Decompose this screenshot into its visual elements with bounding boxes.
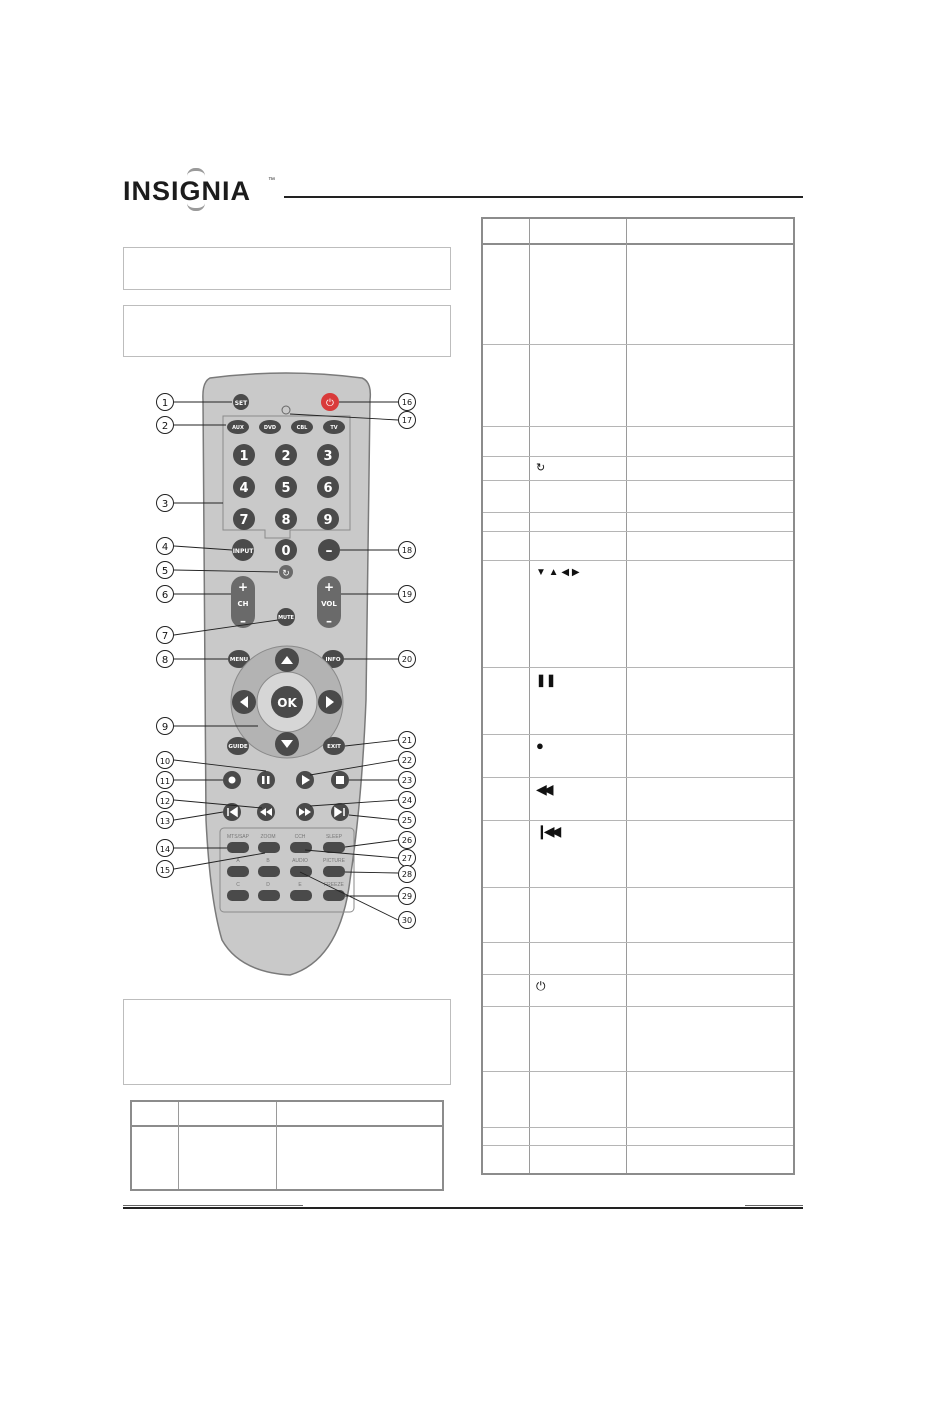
footer-mark-left xyxy=(123,1205,303,1206)
footer-rule xyxy=(123,1207,803,1209)
svg-text:18: 18 xyxy=(401,546,413,555)
svg-text:D: D xyxy=(266,882,270,888)
svg-text:A: A xyxy=(236,858,240,864)
skip-back-icon: ❙◀◀ xyxy=(536,823,558,839)
svg-text:1: 1 xyxy=(161,398,169,409)
svg-text:–: – xyxy=(326,614,332,628)
svg-text:B: B xyxy=(266,858,270,864)
svg-text:10: 10 xyxy=(159,757,171,766)
brand-trademark: ™ xyxy=(268,177,275,184)
svg-text:13: 13 xyxy=(159,817,171,826)
svg-text:FREEZE: FREEZE xyxy=(324,882,344,888)
digit-8: 8 xyxy=(281,513,291,528)
set-button-label: SET xyxy=(234,400,248,407)
guide-label: GUIDE xyxy=(228,744,248,750)
mute-label: MUTE xyxy=(278,615,294,621)
svg-text:23: 23 xyxy=(401,776,413,785)
svg-text:12: 12 xyxy=(159,797,171,806)
callouts-right xyxy=(399,394,416,929)
digit-6: 6 xyxy=(323,481,333,496)
exit-label: EXIT xyxy=(327,744,341,750)
svg-text:PICTURE: PICTURE xyxy=(323,858,345,864)
input-label: INPUT xyxy=(232,548,254,555)
small-table xyxy=(130,1100,444,1191)
info-label: INFO xyxy=(325,657,341,663)
svg-text:E: E xyxy=(298,882,302,888)
digit-3: 3 xyxy=(323,449,333,464)
svg-text:+: + xyxy=(323,580,335,594)
svg-text:8: 8 xyxy=(161,655,169,666)
digit-7: 7 xyxy=(239,513,249,528)
svg-text:21: 21 xyxy=(401,736,413,745)
dvd-label: DVD xyxy=(263,425,277,431)
svg-text:4: 4 xyxy=(161,542,169,553)
svg-text:15: 15 xyxy=(159,866,171,875)
svg-text:14: 14 xyxy=(159,845,171,854)
svg-text:27: 27 xyxy=(401,854,413,863)
digit-1: 1 xyxy=(239,449,249,464)
aux-label: AUX xyxy=(232,425,244,431)
ok-label: OK xyxy=(277,696,297,710)
cbl-label: CBL xyxy=(296,425,308,431)
digit-4: 4 xyxy=(239,481,249,496)
svg-text:6: 6 xyxy=(161,590,169,601)
svg-text:2: 2 xyxy=(161,421,169,432)
svg-text:CCH: CCH xyxy=(294,834,306,840)
svg-text:AUDIO: AUDIO xyxy=(292,858,308,864)
note-box-3 xyxy=(123,999,451,1085)
svg-text:–: – xyxy=(240,614,246,628)
svg-text:20: 20 xyxy=(401,655,413,664)
brand-logo: INSIGNIA xyxy=(123,176,252,206)
svg-text:17: 17 xyxy=(401,416,413,425)
logo-arc-top xyxy=(187,168,205,176)
logo-arc-bottom xyxy=(187,203,205,211)
svg-text:9: 9 xyxy=(161,722,169,733)
note-box-1 xyxy=(123,247,451,290)
svg-text:11: 11 xyxy=(159,777,171,786)
callouts-left xyxy=(157,394,174,878)
button-reference-table xyxy=(481,217,795,1175)
svg-text:22: 22 xyxy=(401,756,413,765)
svg-text:SLEEP: SLEEP xyxy=(325,834,343,840)
pause-icon: ❚❚ xyxy=(536,673,557,687)
digit-9: 9 xyxy=(323,513,333,528)
recall-icon: ↻ xyxy=(536,462,546,474)
header-rule xyxy=(284,196,803,198)
power-icon: ⏻ xyxy=(536,979,546,993)
remote-control-illustration xyxy=(150,370,420,980)
svg-text:24: 24 xyxy=(401,796,413,805)
vol-label: VOL xyxy=(321,600,337,608)
footer-mark-right xyxy=(745,1205,803,1206)
svg-text:30: 30 xyxy=(401,916,413,925)
note-box-2 xyxy=(123,305,451,357)
svg-text:25: 25 xyxy=(401,816,413,825)
dash-label: – xyxy=(325,543,333,559)
rewind-icon: ◀◀ xyxy=(536,781,550,797)
svg-text:C: C xyxy=(236,882,240,888)
power-icon: ⏻ xyxy=(326,398,334,409)
svg-text:ZOOM: ZOOM xyxy=(260,834,276,840)
recall-icon: ↻ xyxy=(282,568,290,578)
digit-2: 2 xyxy=(281,449,291,464)
svg-text:28: 28 xyxy=(401,870,413,879)
svg-text:26: 26 xyxy=(401,836,413,845)
svg-text:7: 7 xyxy=(161,631,169,642)
svg-text:+: + xyxy=(237,580,249,594)
svg-text:3: 3 xyxy=(161,499,169,510)
tv-label: TV xyxy=(330,425,338,431)
arrow-keys-icon: ▼ ▲ ◀ ▶ xyxy=(536,567,580,578)
svg-text:29: 29 xyxy=(401,892,413,901)
record-icon: ● xyxy=(536,738,544,753)
menu-label: MENU xyxy=(229,657,249,663)
digit-0: 0 xyxy=(281,544,291,559)
svg-text:5: 5 xyxy=(161,566,169,577)
ch-label: CH xyxy=(237,600,249,608)
svg-text:19: 19 xyxy=(401,590,413,599)
svg-text:MTS/SAP: MTS/SAP xyxy=(227,834,249,840)
digit-5: 5 xyxy=(281,481,291,496)
svg-text:16: 16 xyxy=(401,398,413,407)
